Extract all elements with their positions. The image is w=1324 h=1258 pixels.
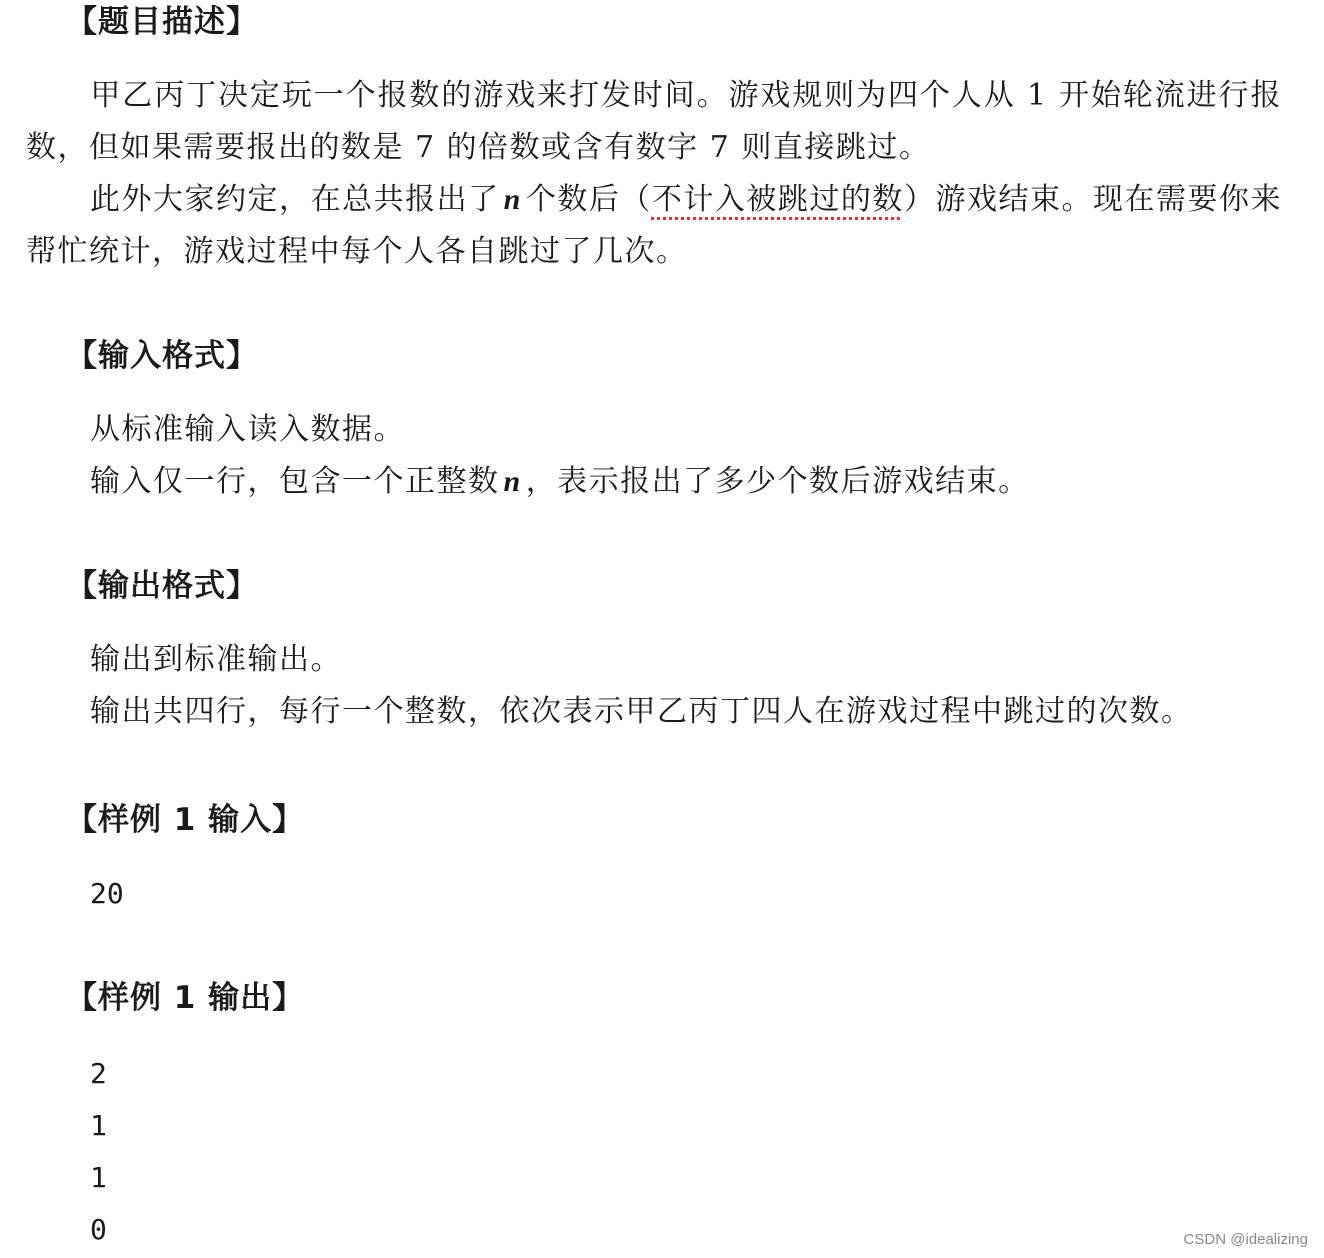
sample-output-line-1: 2 (90, 1057, 107, 1090)
input-format-line-2 (90, 462, 1030, 502)
variable-n: n (503, 183, 522, 216)
sample-output-line-4: 0 (90, 1213, 107, 1246)
output-format-line-1: 输出到标准输出。 (90, 642, 342, 677)
description-text-1: 甲乙丙丁决定玩一个报数的游戏来打发时间。游戏规则为四个人从 1 开始轮流进行报数，但如果需要报出的数是 7 的倍数或含有数字 7 则直接跳过。 (26, 78, 1282, 165)
input-format-text-b: ，表示报出了多少个数后游戏结束。 (525, 464, 1030, 499)
description-heading: 【题目描述】 (66, 4, 258, 40)
sample-output-heading: 【样例 1 输出】 (66, 980, 305, 1016)
description-text-2a: 此外大家约定，在总共报出了 (90, 182, 500, 217)
output-format-heading: 【输出格式】 (66, 568, 258, 604)
sample-output-line-2: 1 (90, 1109, 107, 1142)
description-text-2b: 个数后（ (525, 182, 652, 217)
input-format-text-a: 输入仅一行，包含一个正整数 (90, 464, 500, 499)
sample-output-line-3: 1 (90, 1161, 107, 1194)
emphasized-note: 不计入被跳过的数 (651, 182, 904, 217)
input-format-line-1: 从标准输入读入数据。 (90, 412, 405, 447)
description-text-2c: ）游戏结束。现在需要你来帮忙统计，游戏过程中每个人各自跳过了几次。 (26, 182, 1283, 269)
watermark: CSDN @idealizing (1183, 1231, 1308, 1248)
sample-input-heading: 【样例 1 输入】 (66, 802, 305, 838)
variable-n: n (503, 465, 522, 498)
output-format-line-2: 输出共四行，每行一个整数，依次表示甲乙丙丁四人在游戏过程中跳过的次数。 (90, 694, 1193, 729)
description-paragraph-2 (26, 174, 1282, 278)
description-paragraph-1 (26, 70, 1282, 174)
sample-input-line: 20 (90, 877, 124, 910)
input-format-heading: 【输入格式】 (66, 338, 258, 374)
